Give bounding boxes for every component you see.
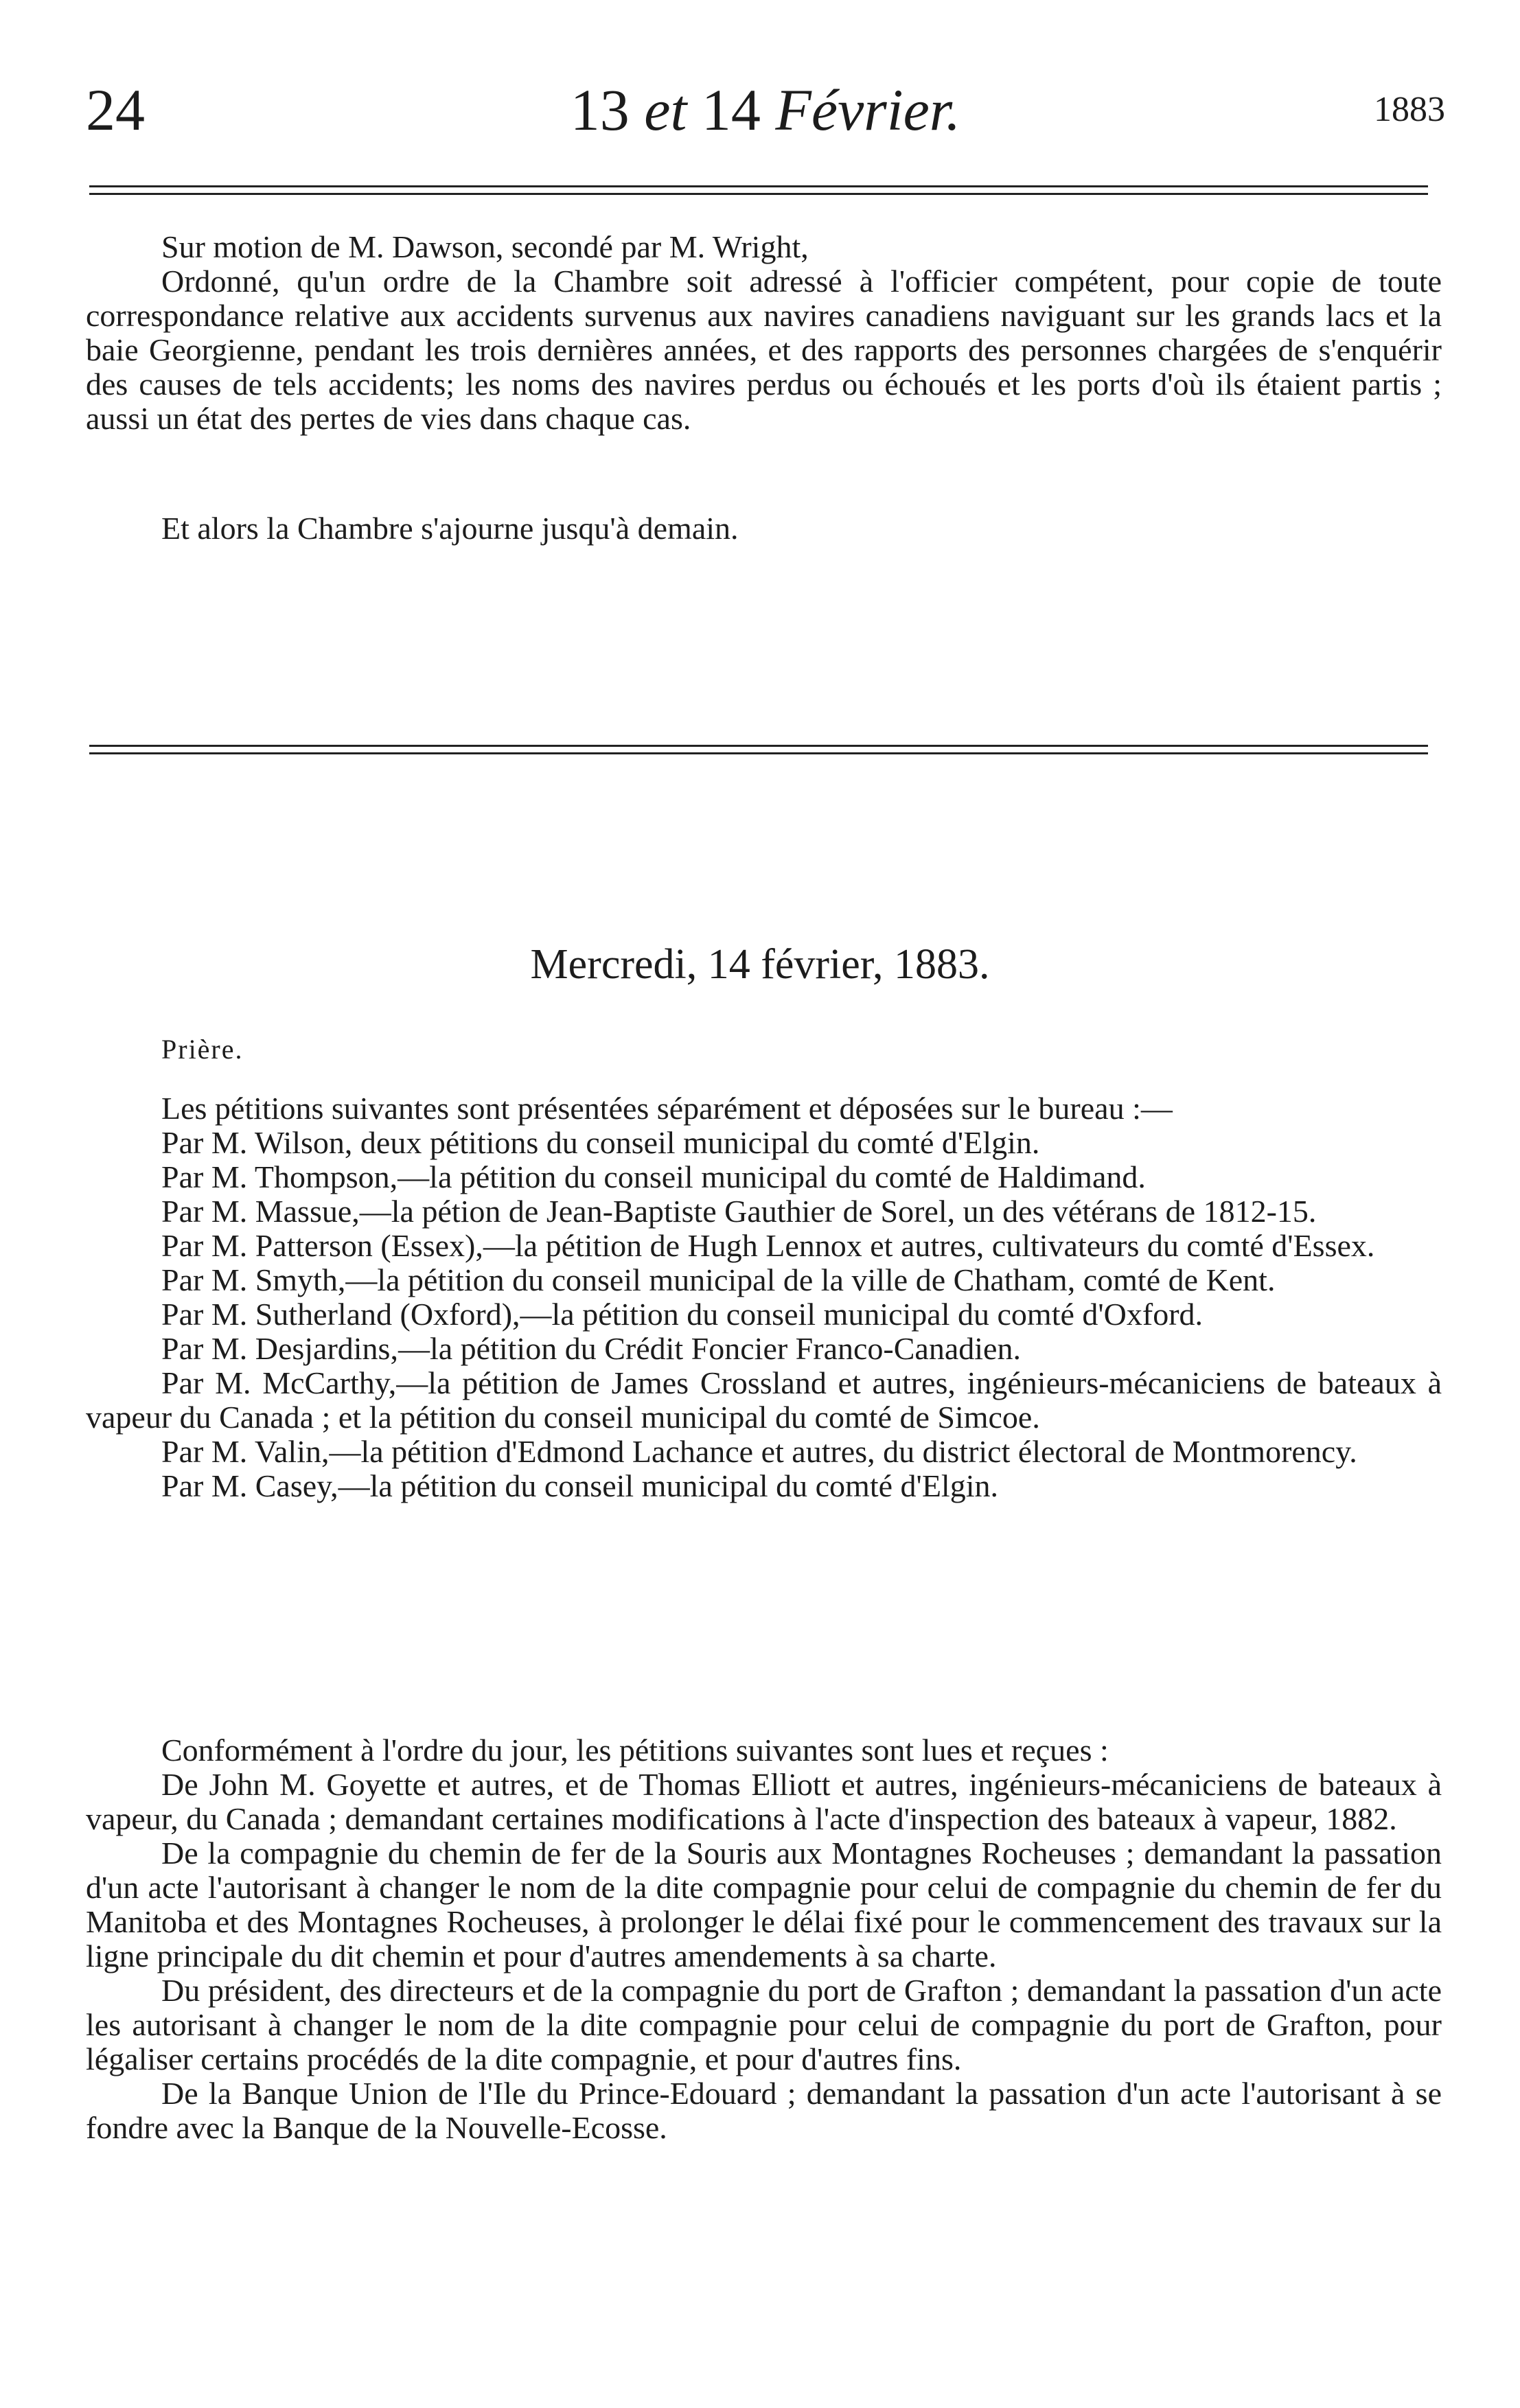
adjournment-section — [86, 511, 1442, 546]
header-year: 1883 — [1374, 90, 1445, 129]
petition-item: Par M. Thompson,—la pétition du conseil municipal du comté de Haldimand. — [161, 1159, 1146, 1194]
title-day-2: 14 — [701, 77, 761, 143]
priere-label: Prière. — [161, 1034, 244, 1065]
motion-order: Ordonné, qu'un ordre de la Chambre soit adressé à l'officier compétent, pour copie de toute correspondance relative aux accidents survenus aux navires canadiens naviguant sur les grands lacs et la baie Georgienne, pendant les trois dernières années, et des rapports des personnes chargées de s'enquérir des causes de tels accidents; les noms des navires perdus ou échoués et les ports d'où ils étaient partis ; aussi un état des pertes de vies dans chaque cas. — [86, 264, 1442, 436]
petitions-read-intro: Conformément à l'ordre du jour, les pétitions suivantes sont lues et reçues : — [161, 1733, 1109, 1768]
petition-item: Par M. McCarthy,—la pétition de James Crossland et autres, ingénieurs-mécaniciens de bateaux à vapeur du Canada ; et la pétition du conseil municipal du comté de Simcoe. — [86, 1365, 1442, 1435]
petition-item: Par M. Wilson, deux pétitions du conseil municipal du comté d'Elgin. — [161, 1125, 1040, 1160]
petition-read-item: De John M. Goyette et autres, et de Thomas Elliott et autres, ingénieurs-mécaniciens de bateaux à vapeur, du Canada ; demandant certaines modifications à l'acte d'inspection des bateaux à vapeur, 1882. — [86, 1767, 1442, 1836]
running-title — [86, 76, 1445, 144]
petition-item: Par M. Valin,—la pétition d'Edmond Lachance et autres, du district électoral de Montmorency. — [161, 1434, 1357, 1469]
petition-read-item: De la Banque Union de l'Ile du Prince-Edouard ; demandant la passation d'un acte l'autorisant à se fondre avec la Banque de la Nouvelle-Ecosse. — [86, 2076, 1442, 2145]
motion-section — [86, 230, 1442, 436]
title-day-1: 13 — [570, 77, 630, 143]
header-rule — [89, 185, 1428, 195]
section-rule — [89, 745, 1428, 754]
petition-item: Par M. Sutherland (Oxford),—la pétition du conseil municipal du comté d'Oxford. — [161, 1297, 1204, 1332]
petition-item: Par M. Desjardins,—la pétition du Crédit Foncier Franco-Canadien. — [161, 1331, 1021, 1366]
adjournment-text: Et alors la Chambre s'ajourne jusqu'à demain. — [161, 511, 739, 546]
motion-intro: Sur motion de M. Dawson, secondé par M. Wright, — [161, 229, 809, 264]
page-number: 24 — [86, 77, 145, 143]
petition-read-item: De la compagnie du chemin de fer de la Souris aux Montagnes Rocheuses ; demandant la passation d'un acte l'autorisant à changer le nom de la dite compagnie pour celui de compagnie du chemin de fer du Manitoba et des Montagnes Rocheuses, à prolonger le délai fixé pour le commencement des travaux sur la ligne principale du dit chemin et pour d'autres amendements à sa charte. — [86, 1836, 1442, 1973]
petitions-presented-intro: Les pétitions suivantes sont présentées séparément et déposées sur le bureau :— — [161, 1091, 1173, 1126]
petitions-read-section — [86, 1733, 1442, 2145]
petition-item: Par M. Casey,—la pétition du conseil municipal du comté d'Elgin. — [161, 1468, 998, 1503]
petition-item: Par M. Massue,—la pétion de Jean-Baptiste Gauthier de Sorel, un des vétérans de 1812-15. — [161, 1194, 1317, 1229]
page-header — [86, 76, 1445, 151]
date-heading: Mercredi, 14 février, 1883. — [530, 941, 990, 988]
petition-item: Par M. Smyth,—la pétition du conseil municipal de la ville de Chatham, comté de Kent. — [161, 1262, 1276, 1297]
petition-item: Par M. Patterson (Essex),—la pétition de Hugh Lennox et autres, cultivateurs du comté d'Essex. — [161, 1228, 1375, 1263]
petition-read-item: Du président, des directeurs et de la compagnie du port de Grafton ; demandant la passation d'un acte les autorisant à changer le nom de la dite compagnie pour celui de compagnie du port de Grafton, pour légaliser certains procédés de la dite compagnie, et pour d'autres fins. — [86, 1973, 1442, 2076]
title-month: Février. — [775, 77, 961, 143]
petitions-presented-section — [86, 1091, 1442, 1503]
title-conjunction: et — [644, 77, 687, 143]
